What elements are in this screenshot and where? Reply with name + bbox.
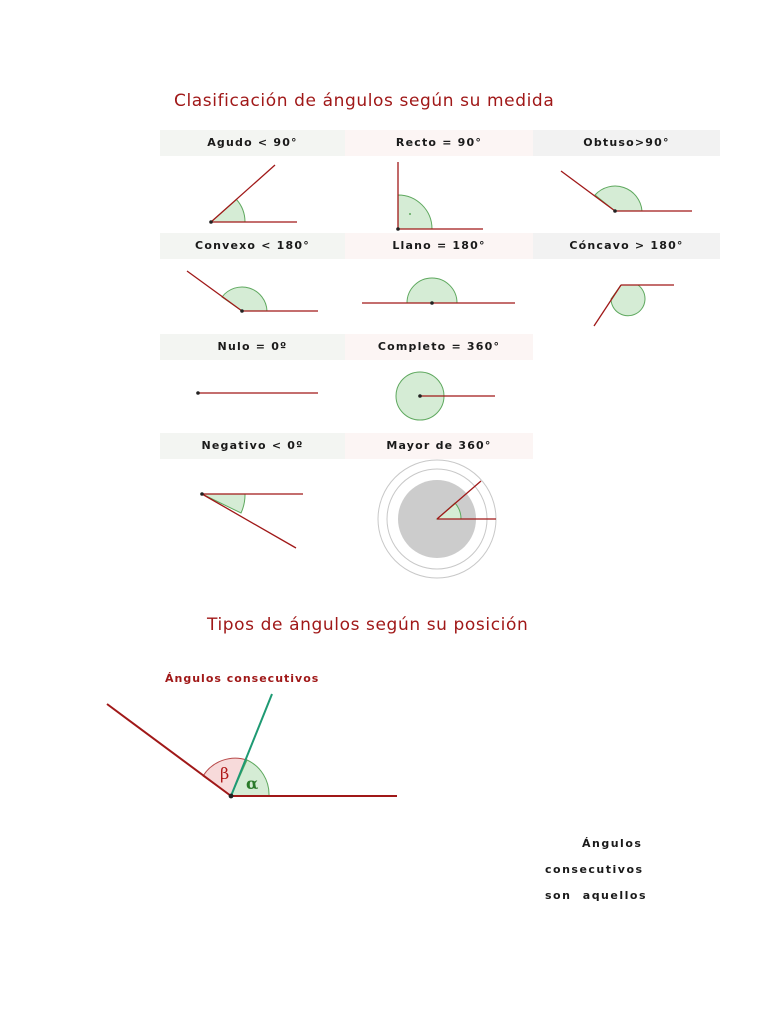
- beta-label: β: [220, 764, 230, 783]
- ray-consecutive-left: [107, 704, 231, 796]
- section-title-measure: Clasificación de ángulos según su medida: [174, 91, 555, 111]
- section-title-position: Tipos de ángulos según su posición: [207, 615, 529, 635]
- paragraph-line-2: consecutivos: [545, 863, 644, 876]
- header-convexo: Convexo < 180°: [160, 233, 345, 259]
- subtitle-consecutive: Ángulos consecutivos: [165, 672, 320, 685]
- header-agudo: Agudo < 90°: [160, 130, 345, 156]
- header-negativo: Negativo < 0º: [160, 433, 345, 459]
- paragraph-line-1: Ángulos: [582, 837, 643, 850]
- header-llano: Llano = 180°: [345, 233, 533, 259]
- header-concavo: Cóncavo > 180°: [533, 233, 720, 259]
- header-mayor: Mayor de 360°: [345, 433, 533, 459]
- header-nulo: Nulo = 0º: [160, 334, 345, 360]
- header-recto: Recto = 90°: [345, 130, 533, 156]
- alpha-label: α: [246, 774, 259, 793]
- paragraph-line-3: son aquellos: [545, 889, 647, 902]
- vertex-consecutive: [229, 794, 234, 799]
- header-completo: Completo = 360°: [345, 334, 533, 360]
- header-obtuso: Obtuso>90°: [533, 130, 720, 156]
